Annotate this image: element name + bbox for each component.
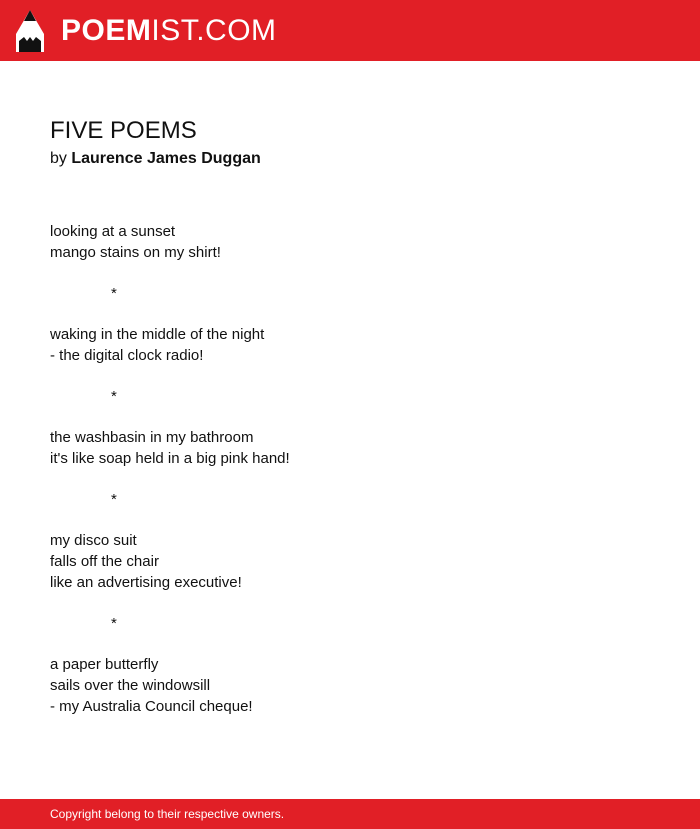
stanza-separator: * <box>111 388 117 405</box>
logo-text-bold: POEM <box>61 14 152 47</box>
copyright-notice: Copyright belong to their respective owners. <box>50 807 285 821</box>
stanza-separator: * <box>111 491 117 508</box>
poem-line: looking at a sunset <box>50 223 176 240</box>
poem-line: my disco suit <box>50 532 137 549</box>
poem-line: sails over the windowsill <box>50 677 211 694</box>
poem-title: FIVE POEMS <box>50 117 197 144</box>
stanza-4 <box>50 530 650 593</box>
poem-content <box>50 115 650 717</box>
pencil-tip-icon <box>16 10 44 52</box>
poem-line: - the digital clock radio! <box>50 347 204 364</box>
stanza-1 <box>50 221 650 263</box>
site-logo[interactable] <box>16 9 277 53</box>
poem-body <box>50 221 650 717</box>
stanza-separator: * <box>111 615 117 632</box>
poem-line: the washbasin in my bathroom <box>50 429 254 446</box>
author-name[interactable]: Laurence James Duggan <box>71 150 261 167</box>
byline-label: by <box>50 150 67 167</box>
poem-line: falls off the chair <box>50 553 159 570</box>
poem-line: mango stains on my shirt! <box>50 244 221 261</box>
poem-line: like an advertising executive! <box>50 574 242 591</box>
poem-line: it's like soap held in a big pink hand! <box>50 450 290 467</box>
poem-line: a paper butterfly <box>50 656 159 673</box>
logo-wordmark <box>61 9 277 53</box>
stanza-separator: * <box>111 285 117 302</box>
stanza-3 <box>50 427 650 469</box>
byline <box>50 147 650 171</box>
poem-line: waking in the middle of the night <box>50 326 265 343</box>
site-header <box>0 0 700 61</box>
logo-text-light: IST.COM <box>151 14 277 47</box>
stanza-2 <box>50 324 650 366</box>
poem-line: - my Australia Council cheque! <box>50 698 253 715</box>
site-footer <box>0 799 700 829</box>
stanza-5 <box>50 654 650 717</box>
